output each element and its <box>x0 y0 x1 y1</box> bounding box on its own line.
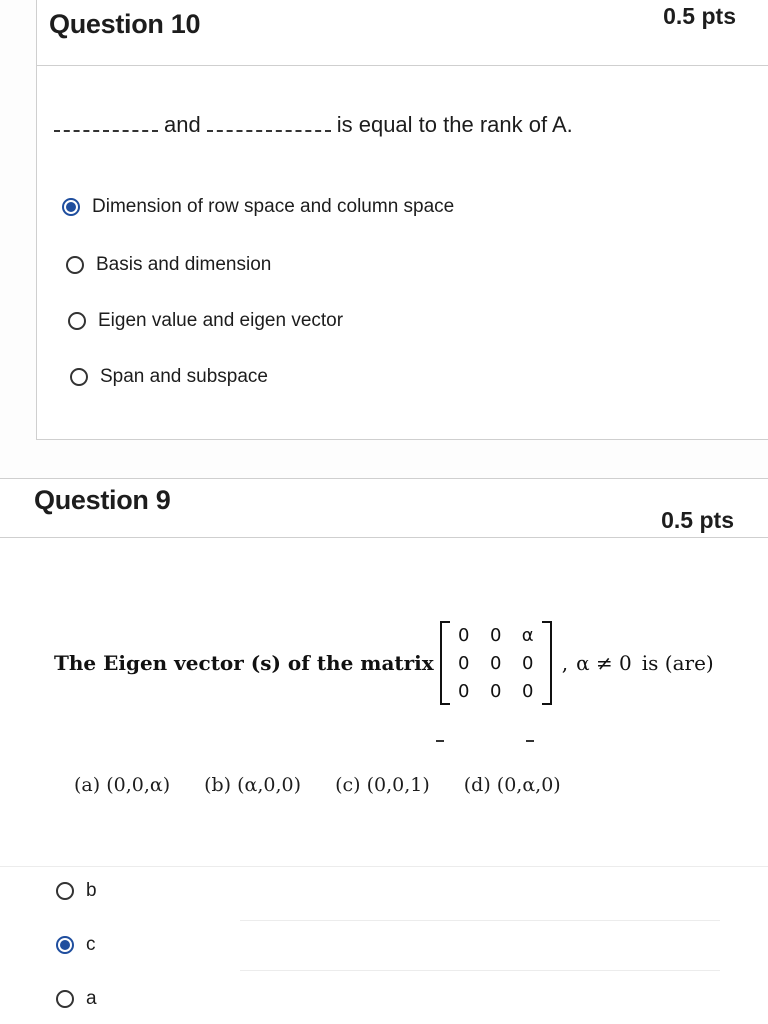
q10-option-4-label: Span and subspace <box>100 366 268 387</box>
matrix-cell: 0 <box>521 652 534 674</box>
tick-mark <box>526 740 534 742</box>
q9-option-b-label: b <box>86 880 97 901</box>
radio-empty-icon[interactable] <box>56 882 74 900</box>
prompt-end: is equal to the rank of A. <box>336 112 573 137</box>
q10-option-3[interactable] <box>68 310 343 332</box>
matrix-cell: 0 <box>457 652 470 674</box>
divider <box>240 970 720 971</box>
matrix-cell: 0 <box>457 680 470 702</box>
question-9-card <box>0 478 768 1024</box>
tick-mark <box>436 740 444 742</box>
matrix-cell: 0 <box>489 652 502 674</box>
question-9-header <box>0 479 768 538</box>
answer-c: (c) (0,0,1) <box>335 774 430 796</box>
matrix-cell: 0 <box>521 680 534 702</box>
q10-option-1[interactable] <box>62 196 454 218</box>
matrix-cell: 0 <box>489 624 502 646</box>
radio-selected-icon[interactable] <box>62 198 80 216</box>
question-9-prompt <box>54 618 714 708</box>
blank-1 <box>54 112 158 132</box>
q9-option-a-label: a <box>86 988 97 1009</box>
radio-empty-icon[interactable] <box>56 990 74 1008</box>
q10-option-2[interactable] <box>66 254 271 276</box>
answer-d: (d) (0,α,0) <box>463 774 561 796</box>
prompt-lead: The Eigen vector (s) of the matrix <box>54 651 434 675</box>
prompt-condition: α ≠ 0 <box>576 651 632 675</box>
question-10-title: Question 10 <box>49 9 201 39</box>
answer-b: (b) (α,0,0) <box>204 774 302 796</box>
q9-option-c[interactable] <box>56 934 96 956</box>
prompt-and: and <box>164 112 201 137</box>
answer-a: (a) (0,0,α) <box>74 774 171 796</box>
q9-option-c-label: c <box>86 934 96 955</box>
radio-empty-icon[interactable] <box>70 368 88 386</box>
prompt-end: is (are) <box>641 651 714 675</box>
matrix <box>440 621 552 705</box>
question-10-header <box>37 0 768 66</box>
q10-option-4[interactable] <box>70 366 268 388</box>
answer-choices <box>74 774 561 796</box>
matrix-cell: 0 <box>457 624 470 646</box>
q9-option-b[interactable] <box>56 880 97 902</box>
radio-empty-icon[interactable] <box>68 312 86 330</box>
question-9-title: Question 9 <box>34 485 171 515</box>
radio-empty-icon[interactable] <box>66 256 84 274</box>
q10-option-1-label: Dimension of row space and column space <box>92 196 455 217</box>
q10-option-3-label: Eigen value and eigen vector <box>98 310 344 331</box>
blank-2 <box>207 112 331 132</box>
q10-option-2-label: Basis and dimension <box>96 254 272 275</box>
question-10-points: 0.5 pts <box>663 3 736 29</box>
prompt-separator: , <box>561 651 569 675</box>
question-10-prompt <box>54 112 573 138</box>
q9-option-a[interactable] <box>56 988 97 1010</box>
question-9-points: 0.5 pts <box>661 507 734 533</box>
divider <box>240 920 720 921</box>
radio-selected-icon[interactable] <box>56 936 74 954</box>
divider <box>0 866 768 867</box>
matrix-cell: α <box>521 624 534 646</box>
matrix-cell: 0 <box>489 680 502 702</box>
